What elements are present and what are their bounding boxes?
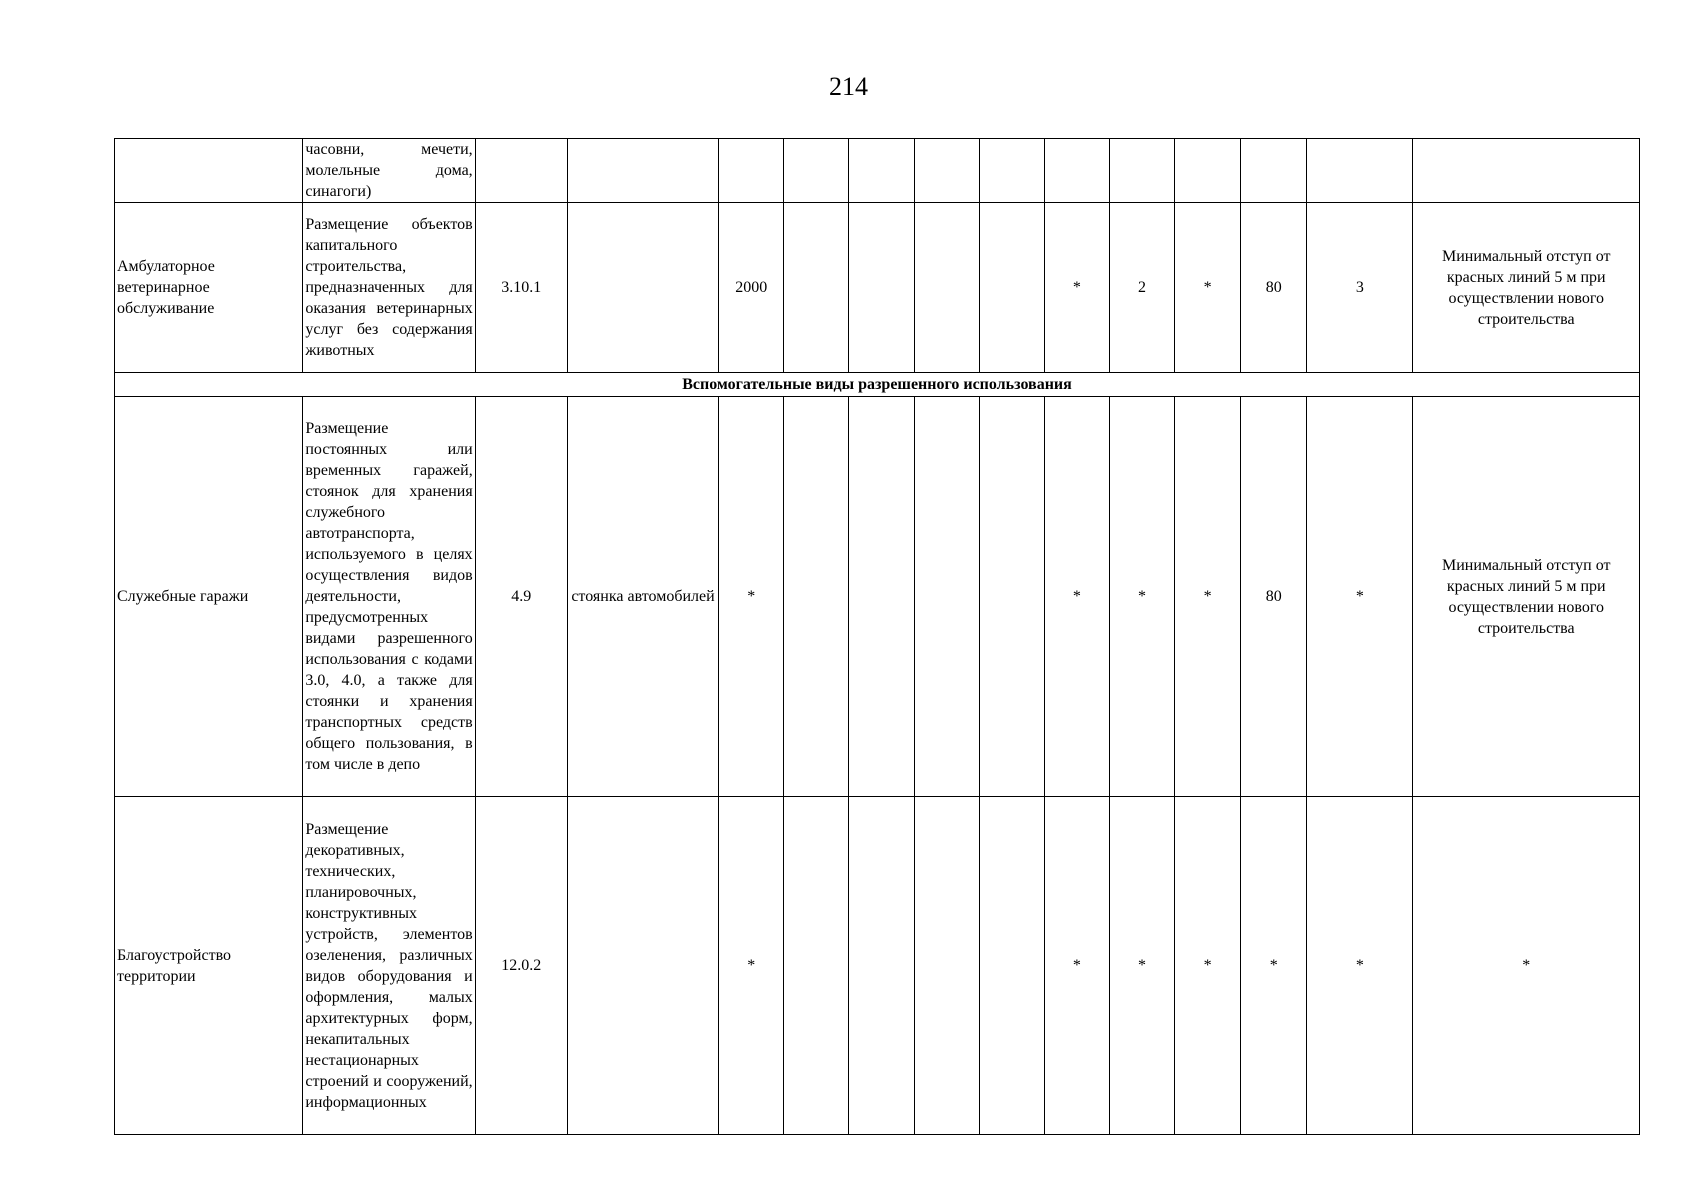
cell-value: [784, 139, 849, 203]
cell-value: *: [1175, 797, 1241, 1135]
cell-value: 80: [1241, 397, 1307, 797]
cell-value: [1307, 139, 1413, 203]
cell-value: [1044, 139, 1109, 203]
cell-value: [1175, 139, 1241, 203]
cell-value: *: [1109, 797, 1174, 1135]
cell-value: *: [1109, 397, 1174, 797]
cell-value: 2000: [719, 203, 784, 373]
cell-purpose: [567, 203, 718, 373]
regulations-table: [114, 138, 1640, 1135]
cell-value: *: [1044, 397, 1109, 797]
cell-value: [1241, 139, 1307, 203]
use-type-name: Благоустройство территории: [115, 797, 303, 1135]
cell-value: [849, 203, 914, 373]
use-type-description: Размещение объектов капитального строительства, предназначенных для оказания ветеринарных услуг без содержания животных: [303, 203, 475, 373]
cell-purpose: стоянка автомобилей: [567, 397, 718, 797]
section-header-row: [115, 373, 1640, 397]
cell-value: [784, 203, 849, 373]
use-type-name: Служебные гаражи: [115, 397, 303, 797]
cell-value: [849, 397, 914, 797]
cell-value: [849, 139, 914, 203]
table-row: [115, 797, 1640, 1135]
use-type-name: Амбулаторное ветеринарное обслуживание: [115, 203, 303, 373]
use-code: 4.9: [475, 397, 567, 797]
cell-value: [719, 139, 784, 203]
cell-purpose: [567, 139, 718, 203]
use-code: [475, 139, 567, 203]
cell-value: *: [1044, 203, 1109, 373]
cell-value: *: [1175, 203, 1241, 373]
use-type-description: Размещение постоянных или временных гаражей, стоянок для хранения служебного автотранспорта, используемого в целях осуществления видов деятельности, предусмотренных видами разрешенного использования с кодами 3.0, 4.0, а также для стоянки и хранения транспортных средств общего пользования, в том числе в депо: [303, 397, 475, 797]
cell-value: *: [719, 797, 784, 1135]
table-row: [115, 139, 1640, 203]
use-type-name: [115, 139, 303, 203]
use-code: 12.0.2: [475, 797, 567, 1135]
cell-value: [979, 139, 1044, 203]
cell-note: [1413, 139, 1640, 203]
use-code: 3.10.1: [475, 203, 567, 373]
section-title: Вспомогательные виды разрешенного использования: [115, 373, 1640, 397]
cell-value: *: [1307, 397, 1413, 797]
cell-value: 2: [1109, 203, 1174, 373]
cell-note: *: [1413, 797, 1640, 1135]
cell-purpose: [567, 797, 718, 1135]
table-row: [115, 203, 1640, 373]
cell-value: 80: [1241, 203, 1307, 373]
cell-value: *: [1175, 397, 1241, 797]
cell-value: [914, 797, 979, 1135]
cell-value: [914, 139, 979, 203]
cell-value: [784, 797, 849, 1135]
cell-value: *: [1044, 797, 1109, 1135]
cell-value: [1109, 139, 1174, 203]
use-type-description: Размещение декоративных, технических, планировочных, конструктивных устройств, элементов озеленения, различных видов оборудования и оформления, малых архитектурных форм, некапитальных нестационарных строений и сооружений, информационных: [303, 797, 475, 1135]
cell-value: [784, 397, 849, 797]
cell-value: [849, 797, 914, 1135]
cell-value: [979, 797, 1044, 1135]
cell-value: [979, 203, 1044, 373]
cell-value: [914, 397, 979, 797]
page-number: 214: [829, 72, 868, 101]
cell-value: *: [1307, 797, 1413, 1135]
cell-value: [914, 203, 979, 373]
cell-value: [979, 397, 1044, 797]
table-row: [115, 397, 1640, 797]
cell-note: Минимальный отступ от красных линий 5 м при осуществлении нового строительства: [1413, 203, 1640, 373]
cell-value: *: [1241, 797, 1307, 1135]
cell-value: 3: [1307, 203, 1413, 373]
use-type-description: часовни, мечети, молельные дома, синагоги): [303, 139, 475, 203]
cell-value: *: [719, 397, 784, 797]
cell-note: Минимальный отступ от красных линий 5 м при осуществлении нового строительства: [1413, 397, 1640, 797]
